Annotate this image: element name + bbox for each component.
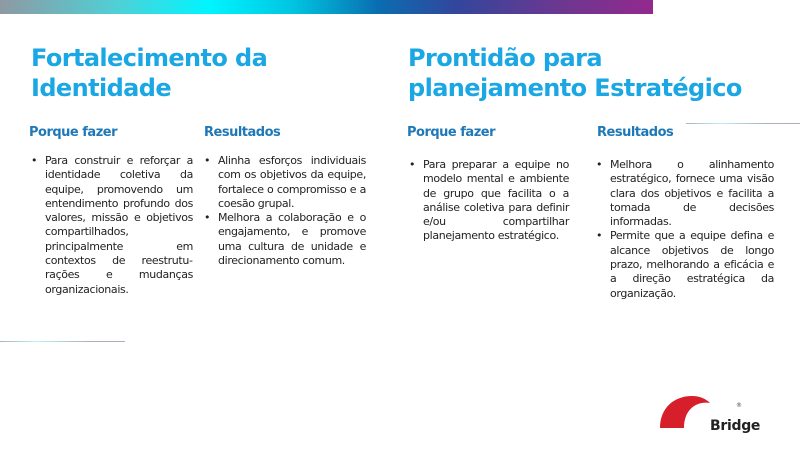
- bridge-arc-icon: [658, 392, 718, 428]
- right-title-line-1: Prontidão para: [408, 44, 602, 72]
- left-why-heading: Porque fazer: [29, 125, 117, 140]
- right-results-list: [594, 158, 774, 301]
- right-why-list: [407, 158, 569, 244]
- logo-text: Bridge: [710, 418, 761, 434]
- left-bottom-divider: [0, 341, 125, 342]
- top-gradient-bar: [0, 0, 653, 14]
- left-title-line-2: Identidade: [31, 74, 172, 102]
- right-why-heading: Porque fazer: [407, 125, 495, 140]
- list-item: • Permite que a equipe defina e alcance objetivos de longo prazo, melhorando a eficácia e a direção estratégica da organização.: [594, 229, 774, 300]
- registered-mark: ®: [736, 402, 742, 409]
- list-item: • Para preparar a equipe no modelo mental e ambiente de grupo que facilita o a análise coletiva para definir e/ou compartilhar planejamento estratégico.: [407, 158, 569, 244]
- list-item: • Alinha esforços individuais com os objetivos da equipe, fortalece o compromisso e a coesão grupal.: [202, 154, 366, 211]
- left-title-line-1: Fortalecimento da: [31, 44, 268, 72]
- right-results-heading: Resultados: [597, 125, 674, 140]
- list-item: • Melhora a colaboração e o engajamento, e promove uma cultura de unidade e direcionamento comum.: [202, 211, 366, 268]
- left-results-list: [202, 154, 366, 268]
- right-title-line-2: planejamento Estratégico: [408, 74, 742, 102]
- list-item: • Para construir e reforçar a identidade coletiva da equipe, promovendo um entendimento profundo dos valores, missão e objetivos compartilhados, principalmente em contextos de reestruturações e mudanças organizacionais.: [29, 154, 193, 297]
- list-item: • Melhora o alinhamento estratégico, fornece uma visão clara dos objetivos e facilita a tomada de decisões informadas.: [594, 158, 774, 229]
- right-section-title: [408, 43, 742, 103]
- left-results-heading: Resultados: [204, 125, 281, 140]
- right-top-divider: [686, 123, 800, 124]
- bridge-logo: [658, 392, 761, 434]
- left-why-list: [29, 154, 193, 297]
- left-section-title: [31, 43, 267, 103]
